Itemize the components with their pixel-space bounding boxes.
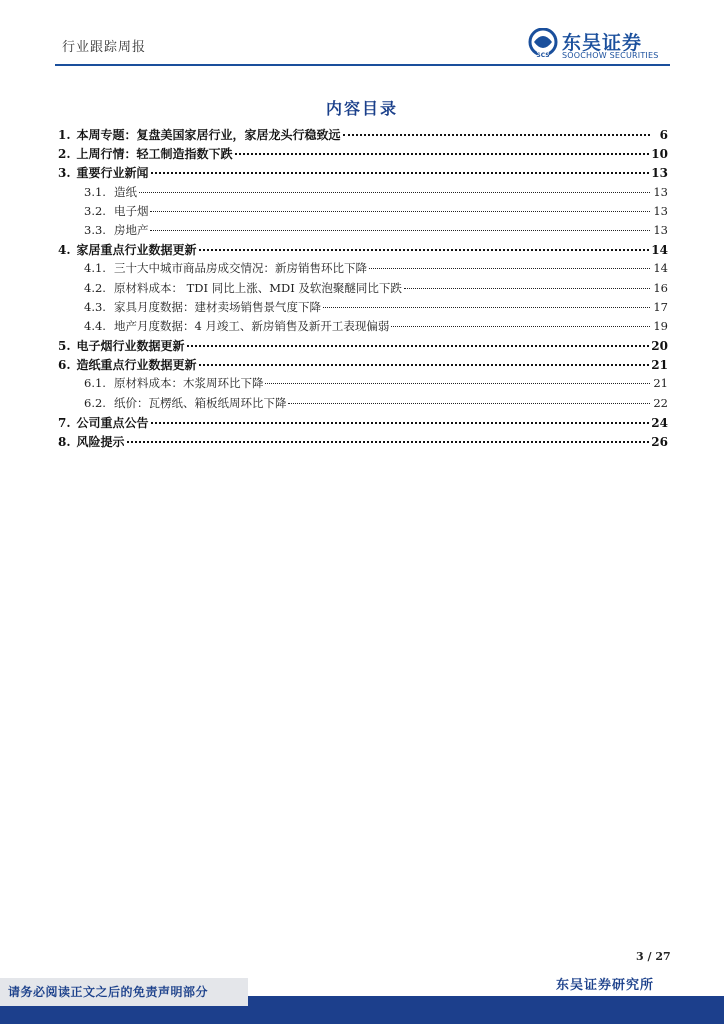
toc-title: 内容目录 [325, 99, 398, 118]
toc-entry-number: 4.4. [84, 318, 106, 333]
toc-entry-number: 6.1. [84, 376, 106, 391]
toc-entry-page: 16 [653, 280, 668, 295]
toc-entry-page: 26 [651, 435, 668, 449]
toc-entry-number: 3. [58, 166, 71, 181]
toc-entry-number: 3.2. [84, 203, 106, 218]
toc-entry-title: 重要行业新闻 [76, 166, 149, 181]
toc-dot-leader [139, 192, 650, 193]
toc-entry-page: 14 [653, 261, 668, 276]
toc-entry-page: 13 [653, 203, 668, 218]
toc-entry-number: 8. [58, 435, 71, 449]
toc-entry-title: 上周行情：轻工制造指数下跌 [76, 147, 233, 162]
toc-entry[interactable] [58, 126, 668, 145]
brand-logo-icon [528, 28, 558, 58]
toc-entry-number: 6.2. [84, 395, 106, 410]
toc-entry-number: 4.3. [84, 299, 106, 314]
toc-entry-page: 13 [653, 184, 668, 199]
toc-entry-number: 6. [58, 358, 71, 373]
logo-english-name: SOOCHOW SECURITIES [562, 51, 659, 60]
toc-dot-leader [235, 153, 650, 155]
toc-dot-leader [343, 134, 650, 136]
toc-entry[interactable] [58, 280, 668, 299]
toc-entry[interactable] [58, 395, 668, 414]
table-of-contents [58, 126, 668, 452]
toc-entry-title: 三十大中城市商品房成交情况：新房销售环比下降 [113, 261, 367, 276]
toc-entry-page: 13 [651, 166, 668, 181]
toc-entry-number: 2. [58, 147, 71, 162]
toc-entry-page: 24 [651, 415, 668, 430]
toc-entry-page: 17 [653, 299, 668, 314]
header-divider [55, 64, 670, 66]
toc-dot-leader [323, 307, 650, 308]
toc-entry-number: 1. [58, 128, 71, 142]
toc-entry-page: 21 [653, 376, 668, 391]
footer-organization: 东吴证券研究所 [556, 978, 655, 993]
toc-entry-title: 原材料成本： TDI 同比上涨、MDI 及软泡聚醚同比下跌 [113, 280, 402, 295]
toc-entry-title: 公司重点公告 [76, 415, 149, 430]
toc-entry-number: 4.1. [84, 261, 106, 276]
toc-entry-page: 21 [651, 358, 668, 373]
toc-entry[interactable] [58, 356, 668, 375]
toc-entry-title: 本周专题：复盘美国家居行业，家居龙头行稳致远 [76, 128, 341, 142]
toc-entry-title: 电子烟 [113, 203, 149, 218]
toc-entry[interactable] [58, 299, 668, 318]
toc-dot-leader [265, 383, 650, 384]
toc-entry[interactable] [58, 414, 668, 433]
toc-entry[interactable] [58, 433, 668, 452]
toc-entry-title: 风险提示 [76, 435, 125, 449]
toc-entry-title: 地产月度数据：4 月竣工、新房销售及新开工表现偏弱 [113, 318, 390, 333]
toc-entry-page: 22 [653, 395, 668, 410]
toc-dot-leader [151, 172, 650, 174]
toc-dot-leader [404, 288, 650, 289]
toc-entry[interactable] [58, 222, 668, 241]
toc-entry-page: 19 [653, 318, 668, 333]
toc-entry[interactable] [58, 164, 668, 183]
toc-entry-number: 4.2. [84, 280, 106, 295]
toc-entry-title: 电子烟行业数据更新 [76, 339, 185, 354]
toc-entry-number: 3.1. [84, 184, 106, 199]
toc-entry[interactable] [58, 375, 668, 394]
toc-entry-page: 14 [651, 243, 668, 258]
toc-entry[interactable] [58, 145, 668, 164]
toc-entry-title: 造纸 [113, 184, 137, 199]
toc-entry-title: 原材料成本：木浆周环比下降 [113, 376, 264, 391]
toc-entry-title: 房地产 [113, 222, 149, 237]
page-number: 3 / 27 [636, 950, 671, 963]
toc-entry-number: 7. [58, 415, 71, 430]
report-category: 行业跟踪周报 [62, 40, 147, 55]
toc-entry-number: 4. [58, 243, 71, 258]
toc-dot-leader [150, 230, 650, 231]
toc-dot-leader [127, 441, 650, 443]
toc-entry-title: 纸价：瓦楞纸、箱板纸周环比下降 [113, 395, 287, 410]
toc-entry[interactable] [58, 203, 668, 222]
toc-entry-page: 20 [651, 339, 668, 354]
toc-entry-title: 造纸重点行业数据更新 [76, 358, 197, 373]
toc-entry[interactable] [58, 260, 668, 279]
logo-chinese-name: 东吴证券 [562, 32, 643, 54]
toc-entry[interactable] [58, 184, 668, 203]
toc-dot-leader [288, 403, 650, 404]
toc-entry-title: 家具月度数据：建材卖场销售景气度下降 [113, 299, 321, 314]
toc-dot-leader [151, 422, 650, 424]
toc-entry[interactable] [58, 318, 668, 337]
toc-entry-page: 13 [653, 222, 668, 237]
toc-dot-leader [391, 326, 650, 327]
footer-disclaimer: 请务必阅读正文之后的免责声明部分 [0, 978, 248, 1006]
toc-entry-title: 家居重点行业数据更新 [76, 243, 197, 258]
toc-dot-leader [150, 211, 650, 212]
toc-entry-page: 6 [659, 128, 668, 142]
toc-dot-leader [199, 249, 650, 251]
toc-entry[interactable] [58, 337, 668, 356]
toc-entry-page: 10 [651, 147, 668, 162]
toc-entry-number: 3.3. [84, 222, 106, 237]
svg-text:SCS: SCS [536, 52, 550, 58]
toc-dot-leader [199, 364, 650, 366]
toc-dot-leader [187, 345, 650, 347]
toc-dot-leader [369, 268, 650, 269]
toc-entry[interactable] [58, 241, 668, 260]
brand-logo [528, 28, 674, 62]
toc-entry-number: 5. [58, 339, 71, 354]
